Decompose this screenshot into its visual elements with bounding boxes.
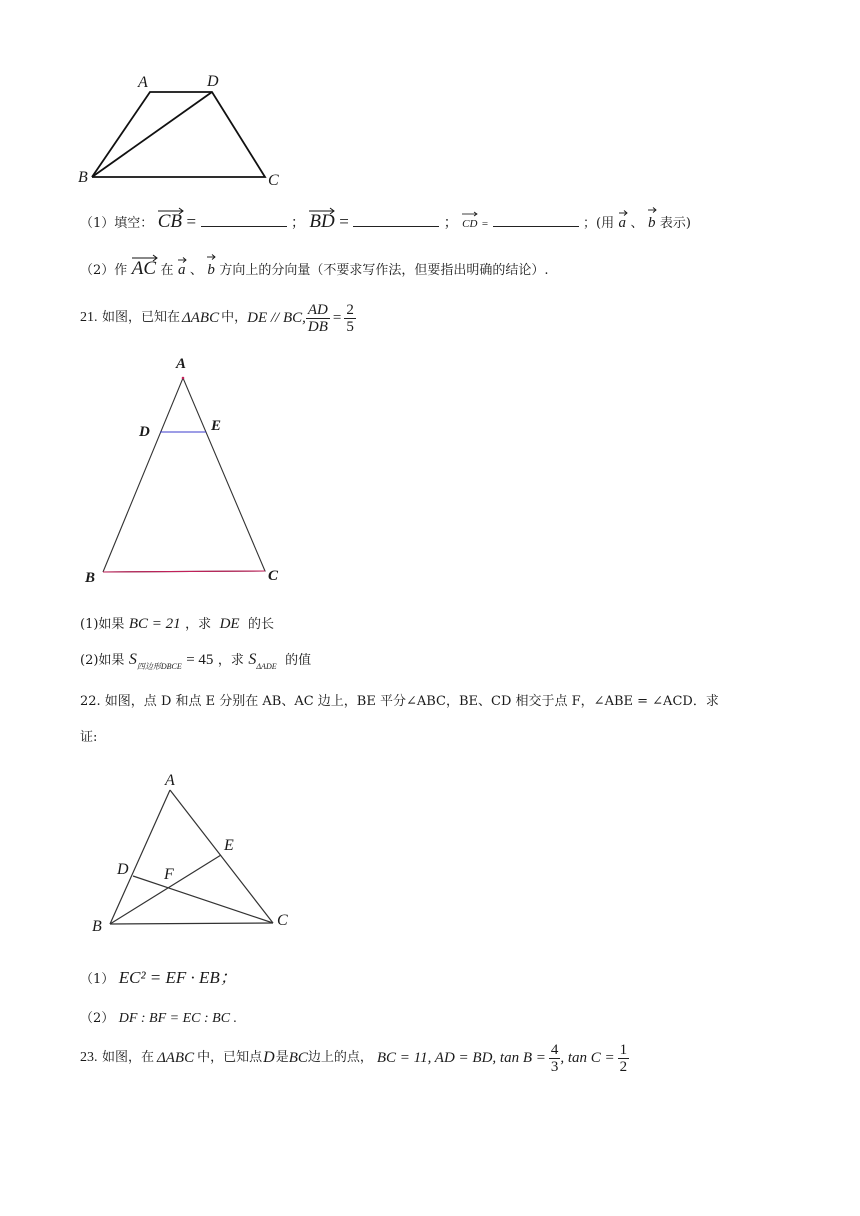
point-label-b: B — [92, 918, 102, 935]
segment-cd — [133, 876, 273, 923]
q20-part2-mid: 在 — [160, 263, 174, 278]
vector-a-text: a — [177, 262, 186, 278]
vector-cb-text: CB — [157, 211, 183, 232]
point-label-f: F — [164, 866, 174, 883]
q22-part1 — [80, 968, 237, 990]
suffix-open: ；(用 — [583, 216, 615, 231]
area-symbol: S — [128, 651, 137, 668]
q21-part1-suffix: 的长 — [248, 617, 275, 632]
vector-b-text: b — [207, 262, 215, 278]
fraction-denominator: DB — [307, 318, 328, 335]
vector-bd-text: BD — [309, 211, 335, 232]
triangle-abc: ΔABC — [181, 310, 220, 326]
point-label-c: C — [277, 912, 288, 929]
q22-part1-expr: EC² = EF · EB； — [118, 968, 237, 987]
point-label-a: A — [176, 356, 187, 372]
point-label-e: E — [211, 418, 222, 434]
q20-part2-prefix: （2）作 — [80, 263, 128, 278]
segment-bc: BC — [288, 1050, 308, 1066]
q21-part1-mid: ，求 — [185, 617, 212, 632]
q22-line2: 证: — [80, 730, 98, 745]
area-subscript: ΔADE — [256, 662, 277, 671]
q21-part2-expr: = 45 — [186, 652, 214, 668]
separator: ； — [290, 215, 305, 231]
fraction-numerator: 1 — [619, 1041, 628, 1058]
q23-mid3: 边上的点， — [307, 1050, 373, 1065]
q21-part1-prefix: (1)如果 — [80, 617, 125, 632]
fraction-denominator: 2 — [619, 1058, 628, 1075]
fraction-numerator: 4 — [550, 1041, 559, 1058]
equals-sign: = — [339, 212, 349, 231]
q22-part2-prefix: （2） — [80, 1011, 115, 1026]
equals-sign: = — [186, 212, 197, 231]
question-number: 21. — [80, 310, 98, 325]
equals-sign: = — [481, 218, 489, 230]
point-label-e: E — [224, 837, 234, 854]
fraction-denominator: 3 — [550, 1058, 559, 1075]
fraction-numerator: 2 — [346, 301, 354, 318]
q22-part2 — [80, 1008, 237, 1029]
vector-cd-text: CD — [462, 218, 478, 230]
point-d: D — [263, 1049, 275, 1066]
enumeration-comma: 、 — [630, 216, 644, 231]
fraction-numerator: AD — [307, 301, 328, 318]
q23-tan-c: , tan C = — [560, 1050, 615, 1066]
q21-part2-mid: ，求 — [217, 653, 244, 668]
point-label-d: D — [207, 73, 219, 90]
vector-ac-text: AC — [131, 258, 157, 279]
q21-mid: 中， — [221, 310, 248, 325]
area-symbol: S — [248, 651, 257, 668]
separator: ； — [443, 215, 458, 231]
q22-line1: 22. 如图，点 D 和点 E 分别在 AB、AC 边上，BE 平分∠ABC，BE、CD 相交于点 F，∠ABE = ∠ACD．求 — [80, 694, 719, 709]
question-number: 23. — [80, 1050, 98, 1065]
point-label-c: C — [268, 172, 279, 189]
q23-mid1: 中，已知点 — [197, 1050, 263, 1065]
point-label-a: A — [138, 74, 148, 91]
point-label-b: B — [85, 570, 96, 586]
equals-sign: = — [332, 310, 342, 326]
vector-a-text: a — [618, 215, 627, 231]
q23-intro: 如图，在 — [101, 1050, 154, 1065]
enumeration-comma: 、 — [189, 263, 203, 278]
q21-condition: DE // BC, — [247, 310, 306, 326]
area-subscript: 四边形DBCE — [136, 662, 182, 671]
q21-intro: 如图，已知在 — [101, 310, 180, 325]
q20-part1-prefix: （1）填空： — [80, 216, 154, 231]
q22-part2-expr: DF : BF = EC : BC . — [118, 1011, 238, 1026]
q22-part1-prefix: （1） — [80, 972, 115, 987]
segment-ab — [110, 790, 170, 924]
fraction-one-half — [618, 1042, 630, 1075]
segment-bc — [110, 923, 273, 924]
q20-part2-rest: 方向上的分向量（不要求写作法，但要指出明确的结论）. — [219, 263, 549, 278]
q23-condition: BC = 11, AD = BD, tan B = — [376, 1050, 546, 1066]
point-label-d: D — [117, 861, 129, 878]
fraction-denominator: 5 — [346, 318, 354, 335]
q21-part2-prefix: (2)如果 — [80, 653, 125, 668]
point-label-a: A — [165, 772, 175, 789]
q23-mid2: 是 — [275, 1050, 289, 1065]
triangle-abc: ΔABC — [156, 1050, 195, 1066]
suffix-close: 表示) — [659, 216, 691, 231]
q21-part2-suffix: 的值 — [285, 653, 312, 668]
q21-part1-expr: BC = 21 — [128, 616, 181, 632]
q23-statement — [80, 1036, 629, 1080]
vector-b-text: b — [647, 215, 656, 231]
fraction-four-thirds — [549, 1042, 561, 1075]
segment-ac — [170, 790, 273, 923]
point-label-c: C — [268, 568, 279, 584]
q21-part1-target: DE — [219, 616, 240, 632]
point-label-d: D — [139, 424, 150, 440]
point-label-b: B — [78, 169, 88, 186]
